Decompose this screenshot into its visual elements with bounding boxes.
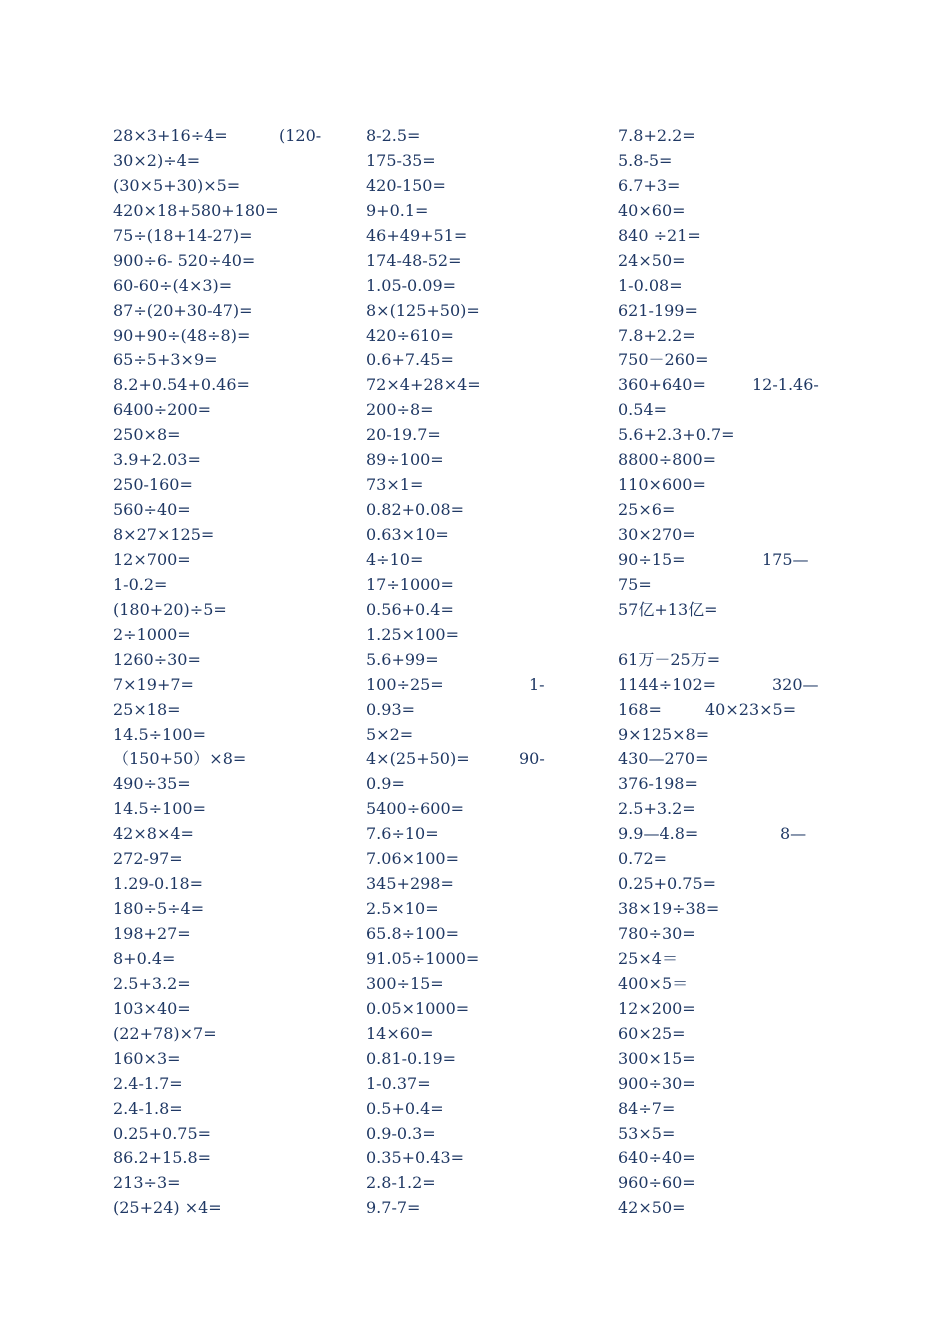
exercise-expression: 0.54= — [618, 400, 668, 420]
exercise-line — [366, 124, 611, 149]
exercise-line — [618, 274, 858, 299]
exercise-expression: 1-0.2= — [113, 574, 168, 594]
exercise-expression: 5.6+99= — [366, 649, 439, 669]
exercise-line — [113, 847, 358, 872]
exercise-expression: 65.8÷100= — [366, 924, 459, 943]
exercise-line — [113, 473, 358, 498]
exercise-expression: 2.4-1.7= — [113, 1073, 183, 1093]
exercise-expression: 1-0.37= — [366, 1073, 431, 1093]
exercise-line — [113, 947, 358, 972]
exercise-line — [366, 423, 611, 448]
exercise-expression: 53×5= — [618, 1123, 676, 1143]
exercise-line — [366, 324, 611, 349]
exercise-expression: 0.35+0.43= — [366, 1148, 465, 1168]
exercise-line — [366, 373, 611, 398]
exercise-line — [113, 299, 358, 324]
exercise-expression: 7.6÷10= — [366, 824, 439, 844]
exercise-line — [366, 772, 611, 797]
exercise-line — [113, 772, 358, 797]
exercise-line — [113, 224, 358, 249]
exercise-line — [113, 872, 358, 897]
exercise-expression: 560÷40= — [113, 500, 191, 520]
exercise-line — [618, 398, 858, 423]
exercise-expression: 75÷(18+14-27)= — [113, 225, 253, 245]
exercise-expression: 200÷8= — [366, 400, 434, 420]
exercise-line — [618, 1122, 858, 1147]
exercise-line — [618, 598, 858, 623]
exercise-expression: 8800÷800= — [618, 450, 717, 470]
exercise-line — [618, 249, 858, 274]
exercise-expression: 900÷30= — [618, 1073, 696, 1093]
exercise-expression: 14.5÷100= — [113, 724, 206, 744]
exercise-expression: 430—270= — [618, 749, 709, 769]
exercise-line — [366, 548, 611, 573]
exercise-line — [113, 673, 358, 698]
exercise-line — [113, 623, 358, 648]
exercise-expression: 420÷610= — [366, 325, 454, 345]
exercise-line — [366, 348, 611, 373]
exercise-line — [366, 847, 611, 872]
exercise-expression: 24×50= — [618, 250, 686, 270]
exercise-expression-secondary: 175— — [762, 549, 809, 569]
exercise-line — [618, 747, 858, 772]
exercise-expression: 8×27×125= — [113, 525, 215, 544]
exercise-expression: 2.4-1.8= — [113, 1098, 183, 1118]
exercise-line — [113, 523, 358, 548]
exercise-line — [618, 348, 858, 373]
exercise-expression-secondary: 8— — [780, 824, 807, 844]
exercise-line — [113, 1097, 358, 1122]
exercise-line — [113, 448, 358, 473]
exercise-line — [618, 573, 858, 598]
exercise-expression: (25+24) ×4= — [113, 1198, 222, 1218]
exercise-expression: 4÷10= — [366, 549, 424, 569]
exercise-expression: 30×2)÷4= — [113, 150, 201, 170]
exercise-expression: 90÷15= — [618, 549, 686, 569]
exercise-line — [366, 1022, 611, 1047]
exercise-line — [113, 149, 358, 174]
exercise-expression: 250×8= — [113, 425, 181, 445]
exercise-line — [366, 274, 611, 299]
exercise-line — [618, 548, 858, 573]
exercise-expression: 750－260= — [618, 350, 709, 370]
exercise-line — [618, 822, 858, 847]
exercise-line — [618, 872, 858, 897]
exercise-expression: 40×60= — [618, 200, 686, 220]
exercise-expression: 0.6+7.45= — [366, 350, 454, 370]
exercise-expression: (22+78)×7= — [113, 1023, 217, 1043]
exercise-expression: 376-198= — [618, 774, 698, 794]
exercise-line — [113, 324, 358, 349]
exercise-expression: 621-199= — [618, 300, 698, 320]
exercise-expression: 0.9-0.3= — [366, 1123, 436, 1143]
exercise-line — [366, 797, 611, 822]
exercise-expression: 420-150= — [366, 175, 446, 195]
exercise-line — [366, 747, 611, 772]
exercise-expression: 8×(125+50)= — [366, 300, 480, 320]
exercise-line — [366, 573, 611, 598]
exercise-line — [113, 274, 358, 299]
exercise-line — [618, 1047, 858, 1072]
exercise-line — [113, 199, 358, 224]
exercise-line — [113, 348, 358, 373]
exercise-expression: 5400÷600= — [366, 799, 465, 819]
exercise-expression: 0.25+0.75= — [113, 1123, 212, 1143]
exercise-expression: (30×5+30)×5= — [113, 175, 241, 195]
exercise-expression: 0.72= — [618, 849, 668, 869]
exercise-expression: 0.05×1000= — [366, 998, 470, 1018]
exercise-line — [618, 373, 858, 398]
exercise-line — [618, 423, 858, 448]
exercise-line — [366, 224, 611, 249]
exercise-line — [113, 997, 358, 1022]
exercise-line — [113, 822, 358, 847]
exercise-line — [113, 398, 358, 423]
exercise-line — [113, 249, 358, 274]
exercise-expression: 900÷6- 520÷40= — [113, 250, 256, 270]
exercise-line — [618, 947, 858, 972]
exercise-expression-secondary: (120- — [279, 126, 322, 145]
exercise-expression: 57亿+13亿= — [618, 599, 718, 619]
exercise-expression: 840 ÷21= — [618, 225, 701, 245]
exercise-line — [113, 573, 358, 598]
exercise-expression: 1.29-0.18= — [113, 874, 204, 894]
exercise-expression: 20-19.7= — [366, 425, 441, 445]
exercise-expression: 780÷30= — [618, 924, 696, 943]
exercise-line — [618, 997, 858, 1022]
exercise-line — [366, 448, 611, 473]
exercise-line — [366, 149, 611, 174]
exercise-line — [366, 698, 611, 723]
exercise-expression: 86.2+15.8= — [113, 1148, 212, 1168]
exercise-expression-secondary: 40×23×5= — [705, 699, 797, 719]
exercise-line — [618, 1196, 858, 1221]
exercise-expression: 300÷15= — [366, 973, 444, 993]
exercise-expression: 640÷40= — [618, 1148, 696, 1168]
exercise-line — [113, 1146, 358, 1171]
exercise-expression: 0.81-0.19= — [366, 1048, 457, 1068]
exercise-expression: 72×4+28×4= — [366, 375, 481, 395]
exercise-expression: 2.5×10= — [366, 899, 439, 919]
exercise-expression: 87÷(20+30-47)= — [113, 300, 253, 320]
exercise-expression: 75= — [618, 574, 652, 594]
exercise-expression: 360+640= — [618, 375, 706, 395]
exercise-line — [618, 897, 858, 922]
exercise-expression: 9.9—4.8= — [618, 824, 699, 844]
exercise-line — [366, 1146, 611, 1171]
exercise-line — [366, 473, 611, 498]
exercise-line — [618, 174, 858, 199]
exercise-expression: 9×125×8= — [618, 724, 710, 744]
exercise-expression: 89÷100= — [366, 450, 444, 470]
exercise-line — [366, 972, 611, 997]
exercise-expression: 8.2+0.54+0.46= — [113, 375, 250, 395]
exercise-line — [366, 1072, 611, 1097]
exercise-line — [113, 1171, 358, 1196]
exercise-expression: 25×18= — [113, 699, 181, 719]
exercise-expression: 60×25= — [618, 1023, 686, 1043]
exercise-expression: 0.5+0.4= — [366, 1098, 444, 1118]
exercise-line — [113, 548, 358, 573]
exercise-line — [113, 1196, 358, 1221]
exercise-expression: 7.8+2.2= — [618, 126, 696, 145]
exercise-expression: 12×700= — [113, 549, 191, 569]
exercise-line — [618, 648, 858, 673]
exercise-expression: 60-60÷(4×3)= — [113, 275, 233, 295]
exercise-expression: 38×19÷38= — [618, 899, 720, 919]
exercise-line — [113, 747, 358, 772]
exercise-line — [113, 698, 358, 723]
exercise-line — [113, 174, 358, 199]
exercise-column-1 — [113, 124, 358, 1221]
exercise-line — [366, 723, 611, 748]
exercise-expression: 25×4＝ — [618, 948, 678, 968]
exercise-line — [618, 972, 858, 997]
exercise-line — [366, 673, 611, 698]
exercise-expression: 2.5+3.2= — [113, 973, 191, 993]
exercise-expression: 490÷35= — [113, 774, 191, 794]
exercise-expression: 6400÷200= — [113, 400, 212, 420]
exercise-line — [113, 723, 358, 748]
exercise-line — [618, 922, 858, 947]
exercise-line — [366, 947, 611, 972]
exercise-line — [618, 224, 858, 249]
exercise-expression: 90+90÷(48÷8)= — [113, 325, 251, 345]
exercise-expression: 8-2.5= — [366, 126, 421, 145]
exercise-line — [366, 1047, 611, 1072]
exercise-line — [618, 623, 858, 648]
exercise-line — [366, 997, 611, 1022]
exercise-line — [366, 523, 611, 548]
exercise-expression: 1.25×100= — [366, 624, 459, 644]
exercise-line — [113, 897, 358, 922]
exercise-expression: 103×40= — [113, 998, 191, 1018]
exercise-line — [113, 922, 358, 947]
exercise-expression: 61万－25万= — [618, 649, 721, 669]
exercise-expression: 42×8×4= — [113, 824, 194, 844]
exercise-expression: 960÷60= — [618, 1173, 696, 1193]
exercise-line — [366, 1097, 611, 1122]
exercise-expression: 198+27= — [113, 924, 191, 943]
exercise-line — [618, 473, 858, 498]
exercise-line — [618, 299, 858, 324]
exercise-line — [113, 498, 358, 523]
exercise-line — [618, 498, 858, 523]
exercise-line — [618, 673, 858, 698]
exercise-expression-secondary: 12-1.46- — [752, 375, 819, 395]
exercise-expression: 2.8-1.2= — [366, 1173, 436, 1193]
exercise-expression: 272-97= — [113, 849, 183, 869]
exercise-line — [618, 1146, 858, 1171]
exercise-column-3 — [618, 124, 858, 1221]
exercise-expression: 73×1= — [366, 475, 424, 495]
exercise-line — [618, 1072, 858, 1097]
exercise-expression: 17÷1000= — [366, 574, 454, 594]
exercise-expression: 160×3= — [113, 1048, 181, 1068]
exercise-line — [113, 423, 358, 448]
exercise-expression: 1-0.08= — [618, 275, 683, 295]
exercise-line — [366, 249, 611, 274]
exercise-expression: 1.05-0.09= — [366, 275, 457, 295]
exercise-expression: 420×18+580+180= — [113, 200, 279, 220]
exercise-expression: 91.05÷1000= — [366, 948, 480, 968]
exercise-expression: 174-48-52= — [366, 250, 462, 270]
exercise-line — [113, 124, 358, 149]
exercise-line — [366, 623, 611, 648]
exercise-line — [113, 648, 358, 673]
exercise-line — [618, 1171, 858, 1196]
exercise-expression-secondary: 90- — [519, 749, 545, 769]
exercise-line — [366, 1196, 611, 1221]
exercise-expression: 42×50= — [618, 1198, 686, 1218]
exercise-line — [618, 1022, 858, 1047]
exercise-line — [113, 1022, 358, 1047]
exercise-expression: 100÷25= — [366, 674, 444, 694]
exercise-expression: 84÷7= — [618, 1098, 676, 1118]
exercise-line — [113, 797, 358, 822]
exercise-expression: 28×3+16÷4= — [113, 126, 228, 145]
exercise-line — [618, 124, 858, 149]
exercise-line — [618, 448, 858, 473]
exercise-expression: 5.8-5= — [618, 150, 673, 170]
exercise-line — [618, 324, 858, 349]
exercise-line — [618, 772, 858, 797]
exercise-expression: 12×200= — [618, 998, 696, 1018]
exercise-line — [618, 523, 858, 548]
exercise-line — [618, 847, 858, 872]
exercise-expression: 2÷1000= — [113, 624, 191, 644]
exercise-expression: 0.9= — [366, 774, 405, 794]
exercise-line — [618, 698, 858, 723]
exercise-line — [113, 1072, 358, 1097]
exercise-expression: 110×600= — [618, 475, 706, 495]
exercise-expression: 0.82+0.08= — [366, 500, 465, 520]
exercise-expression: 9+0.1= — [366, 200, 429, 220]
exercise-expression: 14×60= — [366, 1023, 434, 1043]
exercise-line — [366, 174, 611, 199]
exercise-expression: 7.8+2.2= — [618, 325, 696, 345]
exercise-line — [366, 598, 611, 623]
exercise-line — [366, 1122, 611, 1147]
exercise-expression: 4×(25+50)= — [366, 749, 470, 769]
exercise-expression: 345+298= — [366, 874, 454, 894]
exercise-expression: 5×2= — [366, 724, 414, 744]
exercise-line — [113, 373, 358, 398]
exercise-expression: 300×15= — [618, 1048, 696, 1068]
exercise-expression: 0.56+0.4= — [366, 599, 454, 619]
exercise-expression: 6.7+3= — [618, 175, 681, 195]
exercise-line — [618, 149, 858, 174]
exercise-expression: 0.63×10= — [366, 525, 449, 544]
exercise-expression: 175-35= — [366, 150, 436, 170]
exercise-expression: 1260÷30= — [113, 649, 201, 669]
exercise-expression: 213÷3= — [113, 1173, 181, 1193]
exercise-expression: 7×19+7= — [113, 674, 194, 694]
exercise-expression: 250-160= — [113, 475, 193, 495]
exercise-line — [618, 1097, 858, 1122]
exercise-line — [366, 398, 611, 423]
exercise-column-2 — [366, 124, 611, 1221]
exercise-expression-secondary: 1- — [529, 674, 545, 694]
exercise-expression: 5.6+2.3+0.7= — [618, 425, 735, 445]
exercise-expression: 168= — [618, 699, 662, 719]
exercise-expression: 3.9+2.03= — [113, 450, 201, 470]
exercise-line — [618, 723, 858, 748]
exercise-line — [366, 897, 611, 922]
exercise-expression: 1144÷102= — [618, 674, 717, 694]
exercise-expression: 30×270= — [618, 525, 696, 544]
exercise-expression-secondary: 320— — [772, 674, 819, 694]
exercise-line — [366, 299, 611, 324]
exercise-expression: （150+50）×8= — [113, 749, 247, 769]
exercise-line — [113, 1122, 358, 1147]
exercise-line — [366, 922, 611, 947]
exercise-expression: 25×6= — [618, 500, 676, 520]
exercise-line — [366, 1171, 611, 1196]
exercise-line — [618, 199, 858, 224]
exercise-line — [113, 1047, 358, 1072]
exercise-expression: 0.93= — [366, 699, 416, 719]
exercise-expression: (180+20)÷5= — [113, 599, 227, 619]
exercise-line — [366, 822, 611, 847]
exercise-line — [113, 598, 358, 623]
exercise-line — [366, 199, 611, 224]
exercise-expression: 400×5＝ — [618, 973, 689, 993]
exercise-expression: 14.5÷100= — [113, 799, 206, 819]
exercise-expression: 0.25+0.75= — [618, 874, 717, 894]
exercise-expression: 7.06×100= — [366, 849, 459, 869]
exercise-expression: 8+0.4= — [113, 948, 176, 968]
exercise-line — [366, 498, 611, 523]
exercise-expression: 180÷5÷4= — [113, 899, 205, 919]
exercise-expression: 2.5+3.2= — [618, 799, 696, 819]
exercise-line — [366, 648, 611, 673]
exercise-expression: 9.7-7= — [366, 1198, 421, 1218]
exercise-line — [113, 972, 358, 997]
exercise-line — [618, 797, 858, 822]
exercise-line — [366, 872, 611, 897]
exercise-expression: 46+49+51= — [366, 225, 468, 245]
exercise-expression: 65÷5+3×9= — [113, 350, 218, 370]
